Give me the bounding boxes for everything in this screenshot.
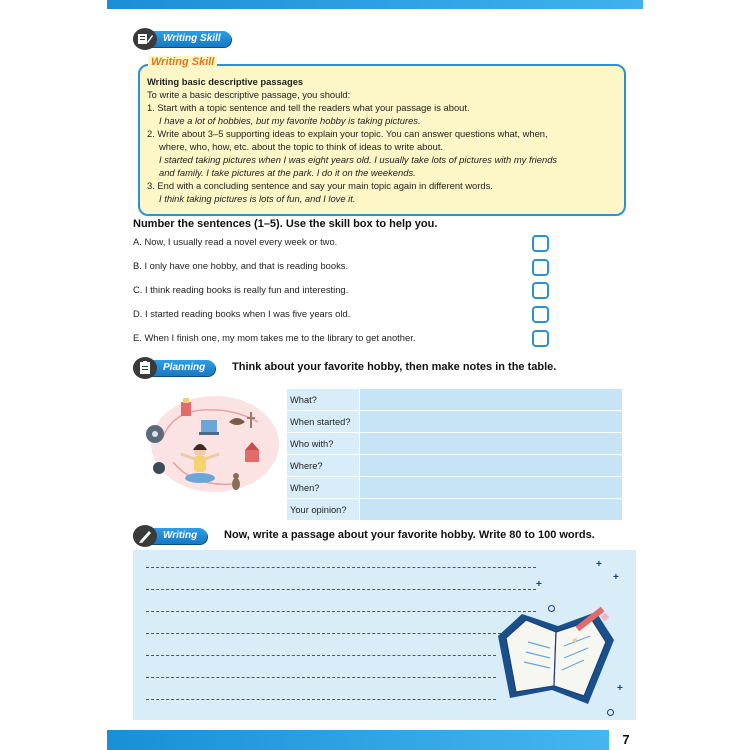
top-banner xyxy=(107,0,643,9)
notes-cell-when-started[interactable] xyxy=(360,411,623,433)
planning-table xyxy=(286,388,623,521)
writing-line[interactable] xyxy=(146,655,496,656)
writing-tag-label: Writing xyxy=(163,530,198,541)
exercise-instruction: Number the sentences (1–5). Use the skill box to help you. xyxy=(133,218,438,230)
notes-cell-what[interactable] xyxy=(360,389,623,411)
skill-box-title: Writing Skill xyxy=(148,56,217,68)
notes-cell-who-with[interactable] xyxy=(360,433,623,455)
clipboard-icon xyxy=(133,357,157,379)
open-book-pencil-icon xyxy=(492,606,620,710)
sentence-e: E. When I finish one, my mom takes me to the library to get another. xyxy=(133,332,416,343)
skill-intro: To write a basic descriptive passage, you should: xyxy=(147,89,351,100)
skill-step-2-example-1: I started taking pictures when I was eight years old. I usually take lots of pictures with my friends xyxy=(159,154,558,165)
row-label-what: What? xyxy=(287,389,360,411)
page-number: 7 xyxy=(609,730,643,750)
writing-line[interactable] xyxy=(146,633,506,634)
notes-cell-opinion[interactable] xyxy=(360,499,623,521)
answer-box-c[interactable] xyxy=(532,282,549,299)
writing-line[interactable] xyxy=(146,677,496,678)
skill-step-2-example-2: and family. I take pictures at the park. I do it on the weekends. xyxy=(159,167,416,178)
sentence-a: A. Now, I usually read a novel every week or two. xyxy=(133,236,338,247)
answer-box-a[interactable] xyxy=(532,235,549,252)
skill-step-3: 3. End with a concluding sentence and say your main topic again in different words. xyxy=(147,180,493,191)
answer-box-e[interactable] xyxy=(532,330,549,347)
sparkle-icon: + xyxy=(617,683,623,694)
notes-cell-where[interactable] xyxy=(360,455,623,477)
writing-line[interactable] xyxy=(146,699,496,700)
sparkle-icon: + xyxy=(596,559,602,570)
skill-step-3-example: I think taking pictures is lots of fun, and I love it. xyxy=(159,193,356,204)
table-row xyxy=(287,455,623,477)
skill-subtitle: Writing basic descriptive passages xyxy=(147,76,304,87)
writing-line[interactable] xyxy=(146,567,536,568)
skill-step-1: 1. Start with a topic sentence and tell the readers what your passage is about. xyxy=(147,102,470,113)
pencil-note-icon xyxy=(133,28,157,50)
pen-icon xyxy=(133,525,157,547)
skill-box-content xyxy=(147,75,617,205)
row-label-when-started: When started? xyxy=(287,411,360,433)
planning-instruction: Think about your favorite hobby, then make notes in the table. xyxy=(232,361,557,373)
writing-line[interactable] xyxy=(146,611,536,612)
answer-box-d[interactable] xyxy=(532,306,549,323)
answer-box-b[interactable] xyxy=(532,259,549,276)
hobbies-illustration xyxy=(133,392,283,502)
planning-tag xyxy=(133,360,215,376)
row-label-when: When? xyxy=(287,477,360,499)
table-row xyxy=(287,411,623,433)
writing-skill-tag xyxy=(133,31,231,47)
notes-cell-when[interactable] xyxy=(360,477,623,499)
writing-instruction: Now, write a passage about your favorite hobby. Write 80 to 100 words. xyxy=(224,529,595,541)
writing-line[interactable] xyxy=(146,589,536,590)
writing-skill-tag-label: Writing Skill xyxy=(163,33,221,44)
table-row xyxy=(287,433,623,455)
sentence-b: B. I only have one hobby, and that is reading books. xyxy=(133,260,349,271)
row-label-who-with: Who with? xyxy=(287,433,360,455)
circle-decoration-icon xyxy=(607,709,614,716)
row-label-opinion: Your opinion? xyxy=(287,499,360,521)
table-row xyxy=(287,389,623,411)
bottom-banner xyxy=(107,730,643,750)
table-row xyxy=(287,477,623,499)
table-row xyxy=(287,499,623,521)
sentence-c: C. I think reading books is really fun and interesting. xyxy=(133,284,349,295)
skill-step-1-example: I have a lot of hobbies, but my favorite hobby is taking pictures. xyxy=(159,115,421,126)
skill-step-2-line-2: where, who, how, etc. about the topic to think of ideas to write about. xyxy=(159,141,444,152)
sentence-d: D. I started reading books when I was five years old. xyxy=(133,308,351,319)
planning-tag-label: Planning xyxy=(163,362,206,373)
writing-tag xyxy=(133,528,207,544)
skill-step-2-line-1: 2. Write about 3–5 supporting ideas to explain your topic. You can answer questions what, when, xyxy=(147,128,548,139)
sparkle-icon: + xyxy=(536,579,542,590)
sparkle-icon: + xyxy=(613,572,619,583)
row-label-where: Where? xyxy=(287,455,360,477)
